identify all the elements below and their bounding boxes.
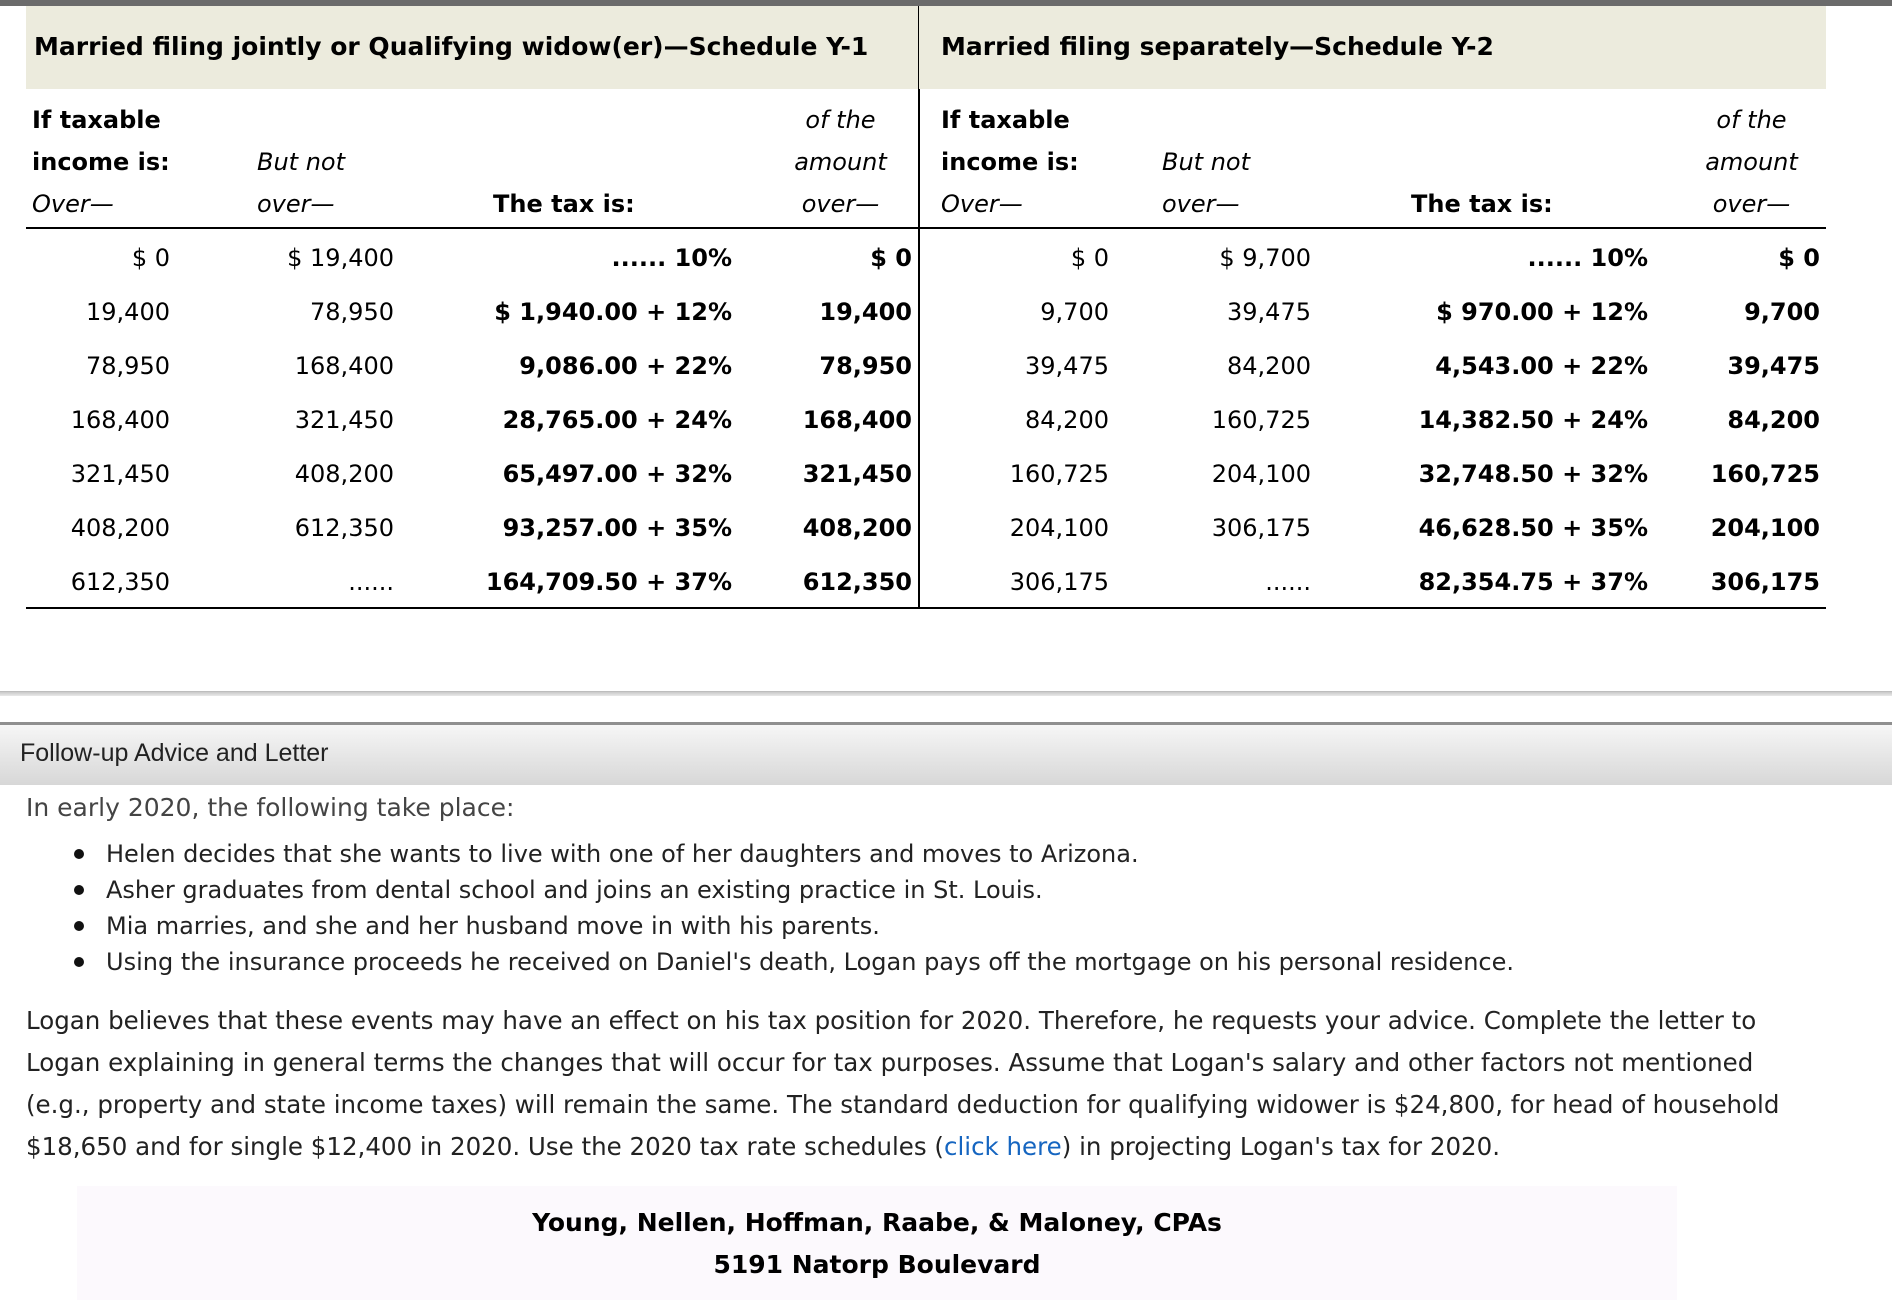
list-item: Using the insurance proceeds he received on Daniel's death, Logan pays off the mortgage on his personal residence. [26,944,1514,980]
firm-address: 5191 Natorp Boulevard [713,1250,1041,1279]
header-line: amount [1705,148,1798,176]
not-over-cell: ...... [1265,568,1311,596]
over-cell: 39,475 [1025,352,1109,380]
amount-over-cell: $ 0 [870,244,912,272]
over-cell: 204,100 [1009,514,1109,542]
firm-name: Young, Nellen, Hoffman, Raabe, & Maloney, CPAs [532,1208,1222,1237]
tax-cell: 4,543.00 + 22% [1435,352,1648,380]
not-over-cell: 168,400 [294,352,394,380]
schedule-y1-header [26,6,918,89]
not-over-cell: ...... [348,568,394,596]
paragraph-text: ) in projecting Logan's tax for 2020. [1061,1132,1501,1161]
amount-over-cell: 39,475 [1727,352,1820,380]
header-line: of the [805,106,876,134]
paragraph-text: Logan believes that these events may have an effect on his tax position for 2020. Therefore, he requests your advice. Complete the letter to Logan explaining in general terms the changes that will occur for tax purposes. Assume that Logan's salary and other factors not mentioned (e.g., property and state income taxes) will remain the same. The standard deduction for qualifying widower is $24,800, for head of household $18,650 and for single $12,400 in 2020. Use the 2020 tax rate schedules ( [26,1006,1780,1161]
amount-over-cell: 306,175 [1710,568,1820,596]
events-list [26,836,1514,980]
schedule-y2-title: Married filing separately—Schedule Y-2 [941,32,1494,61]
over-cell: 160,725 [1009,460,1109,488]
tax-cell: $ 1,940.00 + 12% [494,298,732,326]
not-over-cell: 408,200 [294,460,394,488]
followup-header [0,722,1892,785]
schedule-y1-title: Married filing jointly or Qualifying widow(er)—Schedule Y-1 [34,32,869,61]
header-line: The tax is: [493,190,635,218]
click-here-link[interactable]: click here [943,1132,1062,1161]
tax-cell: 32,748.50 + 32% [1418,460,1648,488]
not-over-cell: 78,950 [310,298,394,326]
tax-cell: $ 970.00 + 12% [1436,298,1648,326]
over-cell: 306,175 [1009,568,1109,596]
header-line: over— [257,190,335,218]
tax-cell: 28,765.00 + 24% [502,406,732,434]
header-line: Over— [32,190,114,218]
not-over-cell: 160,725 [1211,406,1311,434]
list-item: Helen decides that she wants to live with one of her daughters and moves to Arizona. [26,836,1514,872]
amount-over-cell: 78,950 [819,352,912,380]
header-line: If taxable [941,106,1070,134]
amount-over-cell: 408,200 [802,514,912,542]
table-bottom-rule [26,607,1826,609]
header-rule [26,227,918,229]
amount-over-cell: 160,725 [1710,460,1820,488]
header-line: over— [1162,190,1240,218]
tax-cell: 9,086.00 + 22% [519,352,732,380]
not-over-cell: 321,450 [294,406,394,434]
not-over-cell: 39,475 [1227,298,1311,326]
header-line: Over— [941,190,1023,218]
schedule-y1 [26,6,920,609]
amount-over-cell: 612,350 [802,568,912,596]
tax-cell: 82,354.75 + 37% [1418,568,1648,596]
amount-over-cell: 84,200 [1727,406,1820,434]
list-item: Asher graduates from dental school and joins an existing practice in St. Louis. [26,872,1514,908]
not-over-cell: $ 19,400 [287,244,394,272]
header-line: The tax is: [1411,190,1553,218]
amount-over-cell: 204,100 [1710,514,1820,542]
over-cell: 168,400 [70,406,170,434]
over-cell: 84,200 [1025,406,1109,434]
not-over-cell: 306,175 [1211,514,1311,542]
tax-cell: ...... 10% [611,244,732,272]
over-cell: 408,200 [70,514,170,542]
tax-rate-schedules [26,6,1826,609]
not-over-cell: 612,350 [294,514,394,542]
instructions-paragraph [26,1000,1786,1168]
header-rule [919,227,1826,229]
not-over-cell: 204,100 [1211,460,1311,488]
over-cell: 321,450 [70,460,170,488]
header-line: over— [801,190,880,218]
list-item: Mia marries, and she and her husband move in with his parents. [26,908,1514,944]
header-line: income is: [32,148,170,176]
tax-cell: 46,628.50 + 35% [1418,514,1648,542]
schedule-y2-header [919,6,1826,89]
header-line: amount [794,148,887,176]
tax-cell: ...... 10% [1527,244,1648,272]
header-line: If taxable [32,106,161,134]
col-amount-over-header [1689,99,1814,225]
not-over-cell: 84,200 [1227,352,1311,380]
schedule-y2 [919,6,1826,609]
over-cell: 612,350 [70,568,170,596]
col-amount-over-header [778,99,903,225]
col-tax-header [1411,183,1553,225]
section-divider [0,691,1892,696]
not-over-cell: $ 9,700 [1219,244,1311,272]
letter-preview [77,1186,1677,1300]
col-not-over-header [257,141,345,225]
amount-over-cell: $ 0 [1778,244,1820,272]
header-line: income is: [941,148,1079,176]
header-line: But not [257,148,346,176]
col-not-over-header [1162,141,1250,225]
followup-title: Follow-up Advice and Letter [20,739,329,767]
amount-over-cell: 321,450 [802,460,912,488]
over-cell: 19,400 [86,298,170,326]
over-cell: 9,700 [1040,298,1109,326]
tax-cell: 65,497.00 + 32% [502,460,732,488]
tax-cell: 93,257.00 + 35% [502,514,732,542]
over-cell: $ 0 [1070,244,1109,272]
header-line: over— [1712,190,1791,218]
tax-cell: 164,709.50 + 37% [485,568,732,596]
header-line: But not [1162,148,1251,176]
col-tax-header [493,183,635,225]
col-over-header [32,99,170,225]
followup-intro: In early 2020, the following take place: [26,793,515,822]
over-cell: $ 0 [131,244,170,272]
over-cell: 78,950 [86,352,170,380]
amount-over-cell: 9,700 [1744,298,1820,326]
amount-over-cell: 19,400 [819,298,912,326]
amount-over-cell: 168,400 [802,406,912,434]
tax-cell: 14,382.50 + 24% [1418,406,1648,434]
col-over-header [941,99,1079,225]
header-line: of the [1716,106,1787,134]
